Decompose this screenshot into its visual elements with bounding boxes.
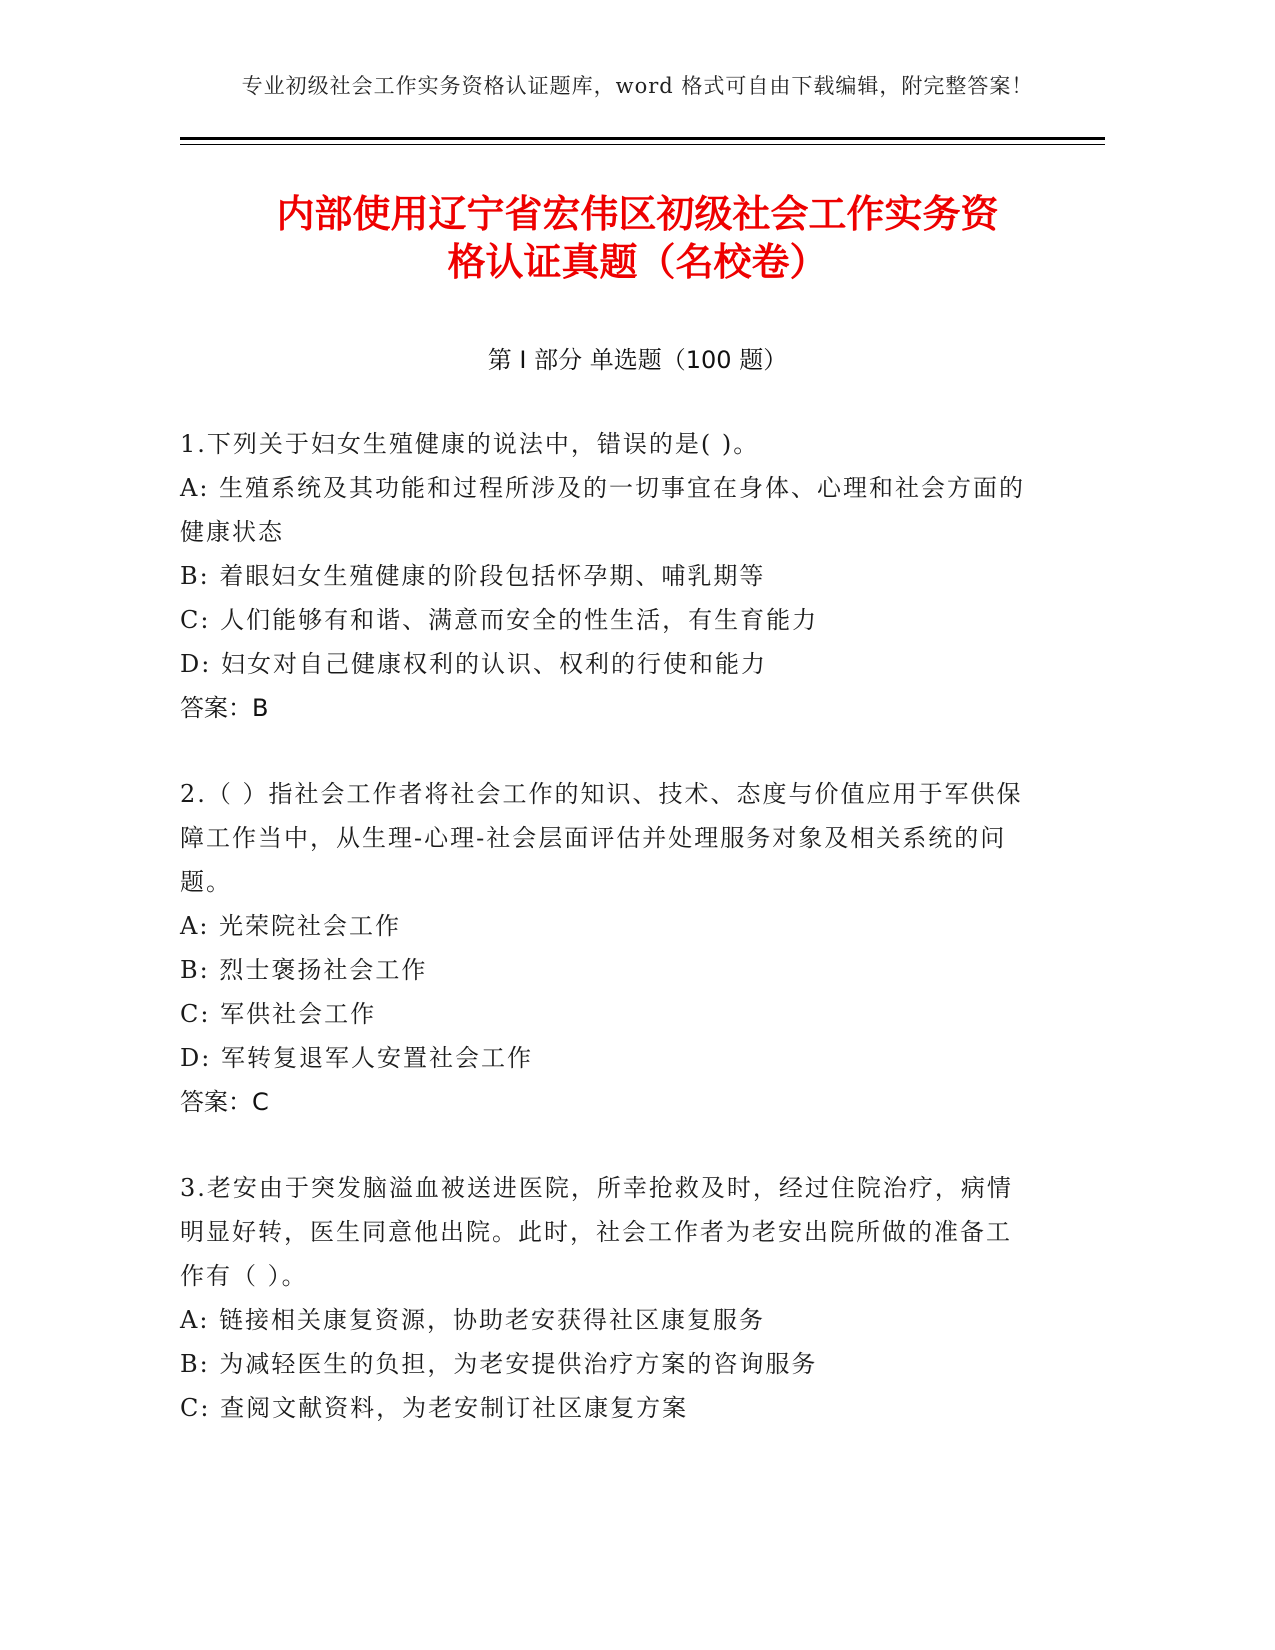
answer: 答案：C [180, 1088, 269, 1116]
question-list [180, 422, 1030, 1472]
option-a: A: 链接相关康复资源，协助老安获得社区康复服务 [180, 1306, 766, 1334]
document-title-line-2: 格认证真题（名校卷） [447, 240, 828, 284]
question-stem: 2.（ ）指社会工作者将社会工作的知识、技术、态度与价值应用于军供保障工作当中，从生理-心理-社会层面评估并处理服务对象及相关系统的问题。 [180, 780, 1023, 896]
header-rule-thick [180, 137, 1105, 140]
document-title-line-1: 内部使用辽宁省宏伟区初级社会工作实务资 [276, 192, 999, 236]
question-stem: 1.下列关于妇女生殖健康的说法中，错误的是( )。 [180, 430, 760, 458]
header-rule-thin [180, 144, 1105, 145]
option-a: A: 生殖系统及其功能和过程所涉及的一切事宜在身体、心理和社会方面的健康状态 [180, 474, 1026, 546]
document-title [150, 190, 1125, 286]
section-title: 第 I 部分 单选题（100 题） [487, 346, 788, 374]
option-b: B: 烈士褒扬社会工作 [180, 956, 428, 984]
option-d: D: 妇女对自己健康权利的认识、权利的行使和能力 [180, 650, 767, 678]
question-stem: 3.老安由于突发脑溢血被送进医院，所幸抢救及时，经过住院治疗，病情明显好转，医生同意他出院。此时，社会工作者为老安出院所做的准备工作有（ ）。 [180, 1174, 1013, 1290]
option-d: D: 军转复退军人安置社会工作 [180, 1044, 533, 1072]
question-1 [180, 422, 1030, 730]
option-c: C: 军供社会工作 [180, 1000, 377, 1028]
option-b: B: 为减轻医生的负担，为老安提供治疗方案的咨询服务 [180, 1350, 818, 1378]
question-2 [180, 772, 1030, 1124]
option-a: A: 光荣院社会工作 [180, 912, 402, 940]
option-c: C: 查阅文献资料，为老安制订社区康复方案 [180, 1394, 689, 1422]
question-3 [180, 1166, 1030, 1430]
answer: 答案：B [180, 694, 269, 722]
option-b: B: 着眼妇女生殖健康的阶段包括怀孕期、哺乳期等 [180, 562, 766, 590]
header-note: 专业初级社会工作实务资格认证题库，word 格式可自由下载编辑，附完整答案！ [241, 74, 1034, 98]
option-c: C: 人们能够有和谐、满意而安全的性生活，有生育能力 [180, 606, 819, 634]
